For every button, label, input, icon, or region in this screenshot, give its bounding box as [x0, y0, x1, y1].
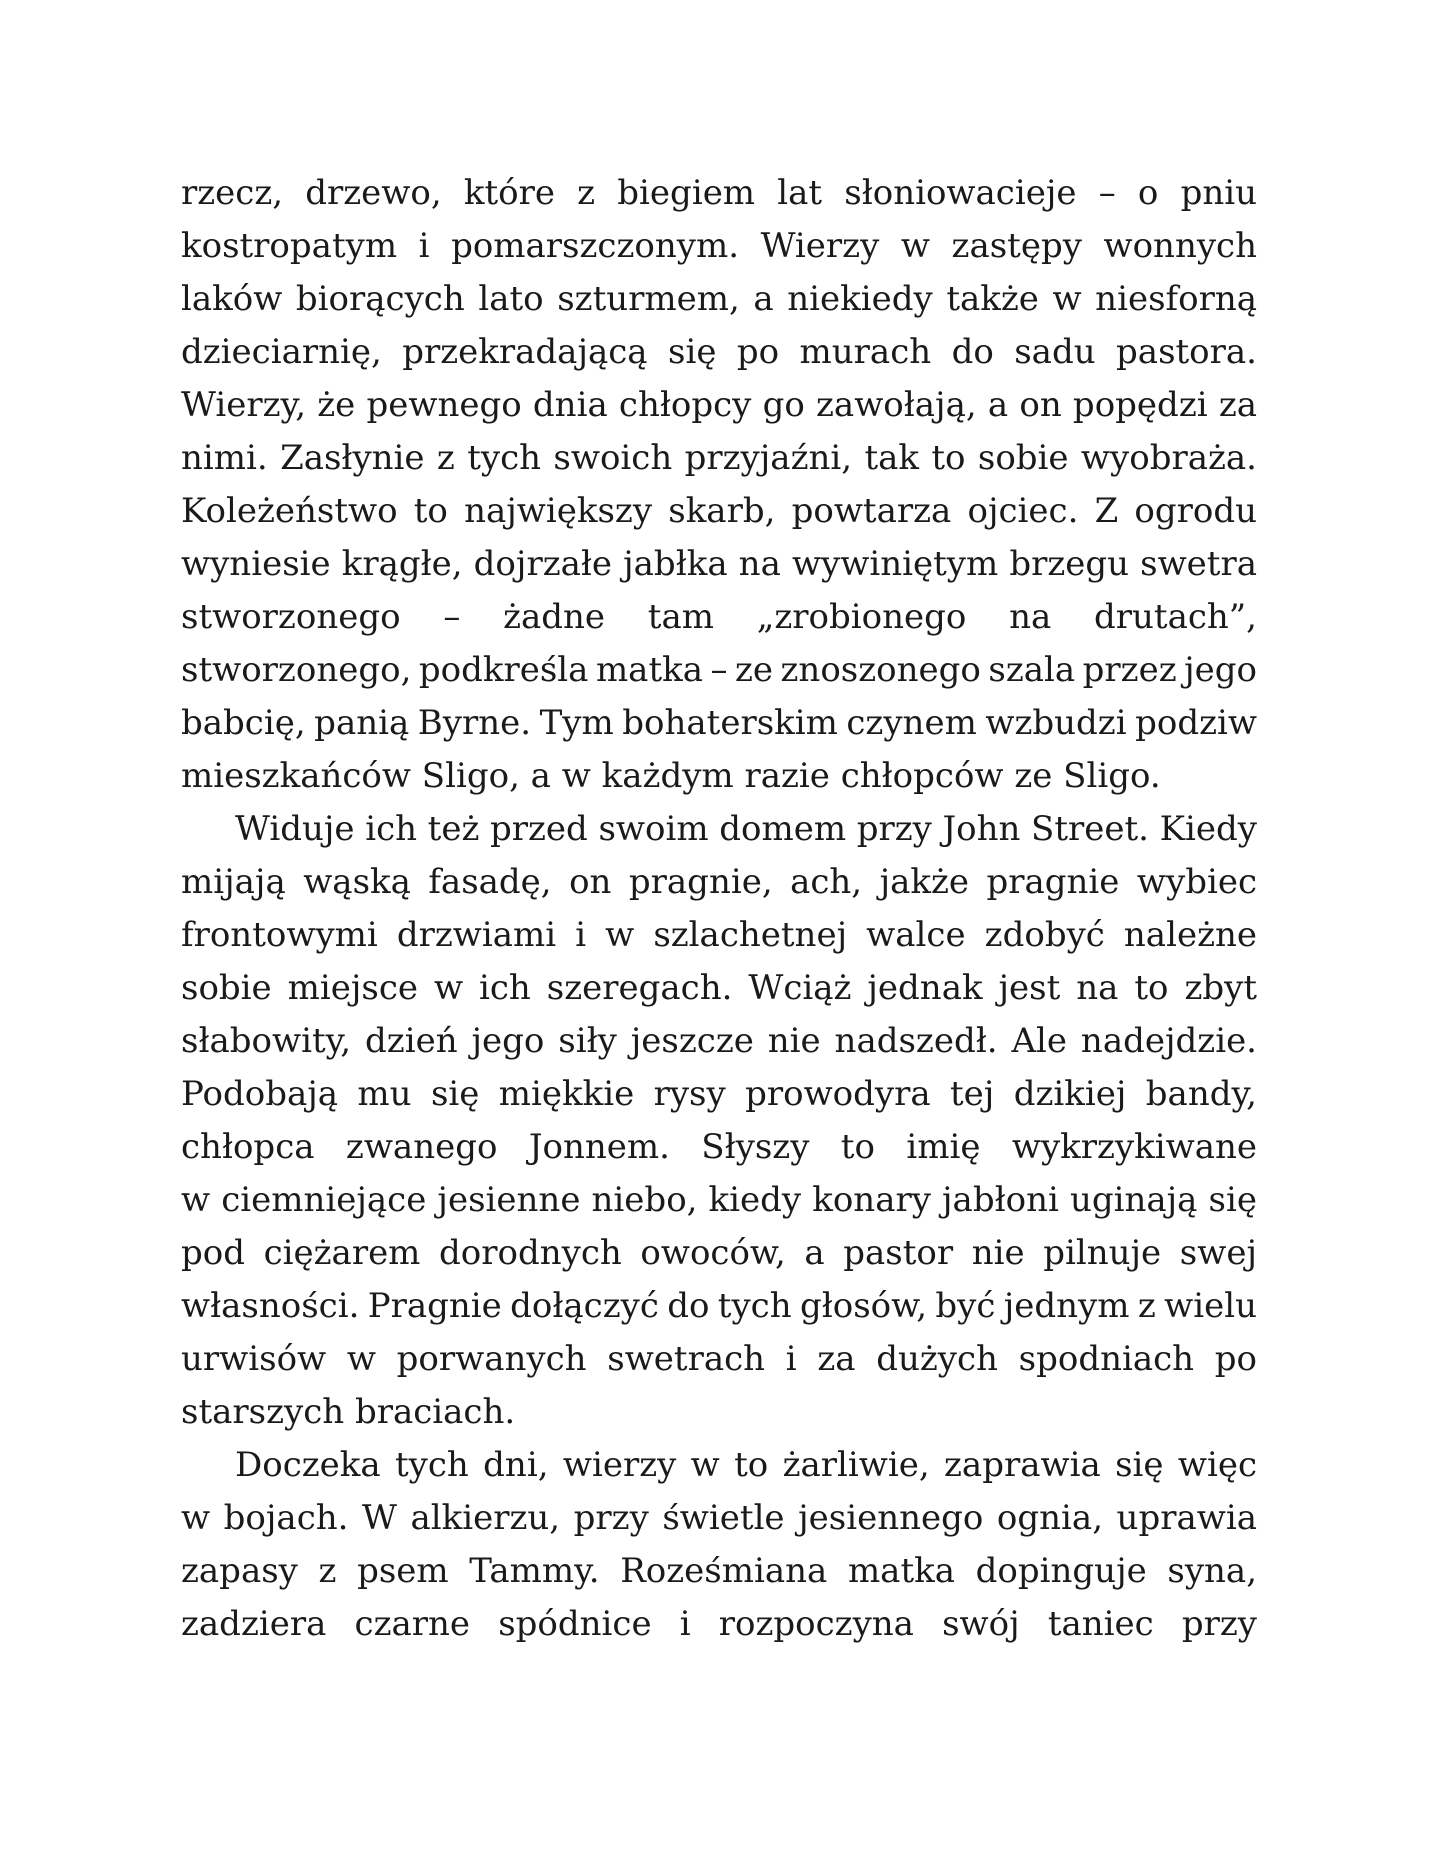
text-line: mieszkańców Sligo, a w każdym razie chłopców ze Sligo.	[181, 756, 1161, 796]
text-line: mijają wąską fasadę, on pragnie, ach, jakże pragnie wybiec	[181, 862, 1257, 902]
text-line: wyniesie krągłe, dojrzałe jabłka na wywiniętym brzegu swetra	[181, 544, 1257, 584]
text-line: w bojach. W alkierzu, przy świetle jesiennego ognia, uprawia	[181, 1498, 1257, 1538]
text-line: dzieciarnię, przekradającą się po murach do sadu pastora.	[181, 332, 1257, 372]
text-line: Doczeka tych dni, wierzy w to żarliwie, zaprawia się więc	[235, 1445, 1257, 1485]
text-line: starszych braciach.	[181, 1392, 516, 1432]
text-line: zadziera czarne spódnice i rozpoczyna swój taniec przy	[181, 1604, 1257, 1644]
text-line: chłopca zwanego Jonnem. Słyszy to imię wykrzykiwane	[181, 1127, 1257, 1167]
paragraph-1	[181, 167, 1257, 803]
paragraph-2	[181, 803, 1257, 1439]
text-line: laków biorących lato szturmem, a niekiedy także w niesforną	[181, 279, 1257, 319]
book-page-text	[181, 167, 1257, 1651]
text-line: stworzonego, podkreśla matka – ze znoszonego szala przez jego	[181, 650, 1257, 690]
text-line: Koleżeństwo to największy skarb, powtarza ojciec. Z ogrodu	[181, 491, 1257, 531]
text-line: kostropatym i pomarszczonym. Wierzy w zastępy wonnych	[181, 226, 1257, 266]
text-line: nimi. Zasłynie z tych swoich przyjaźni, tak to sobie wyobraża.	[181, 438, 1257, 478]
text-line: Wierzy, że pewnego dnia chłopcy go zawołają, a on popędzi za	[181, 385, 1257, 425]
text-line: stworzonego – żadne tam „zrobionego na drutach”,	[181, 597, 1257, 637]
text-line: pod ciężarem dorodnych owoców, a pastor nie pilnuje swej	[181, 1233, 1257, 1273]
text-line: Widuje ich też przed swoim domem przy John Street. Kiedy	[235, 809, 1257, 849]
text-line: rzecz, drzewo, które z biegiem lat słoniowacieje – o pniu	[181, 173, 1257, 213]
text-line: sobie miejsce w ich szeregach. Wciąż jednak jest na to zbyt	[181, 968, 1257, 1008]
text-line: frontowymi drzwiami i w szlachetnej walce zdobyć należne	[181, 915, 1257, 955]
paragraph-3	[181, 1439, 1257, 1651]
text-line: Podobają mu się miękkie rysy prowodyra tej dzikiej bandy,	[181, 1074, 1257, 1114]
text-line: w ciemniejące jesienne niebo, kiedy konary jabłoni uginają się	[181, 1180, 1257, 1220]
text-line: własności. Pragnie dołączyć do tych głosów, być jednym z wielu	[181, 1286, 1257, 1326]
text-line: słabowity, dzień jego siły jeszcze nie nadszedł. Ale nadejdzie.	[181, 1021, 1257, 1061]
text-line: babcię, panią Byrne. Tym bohaterskim czynem wzbudzi podziw	[181, 703, 1257, 743]
text-line: zapasy z psem Tammy. Roześmiana matka dopinguje syna,	[181, 1551, 1257, 1591]
text-line: urwisów w porwanych swetrach i za dużych spodniach po	[181, 1339, 1257, 1379]
